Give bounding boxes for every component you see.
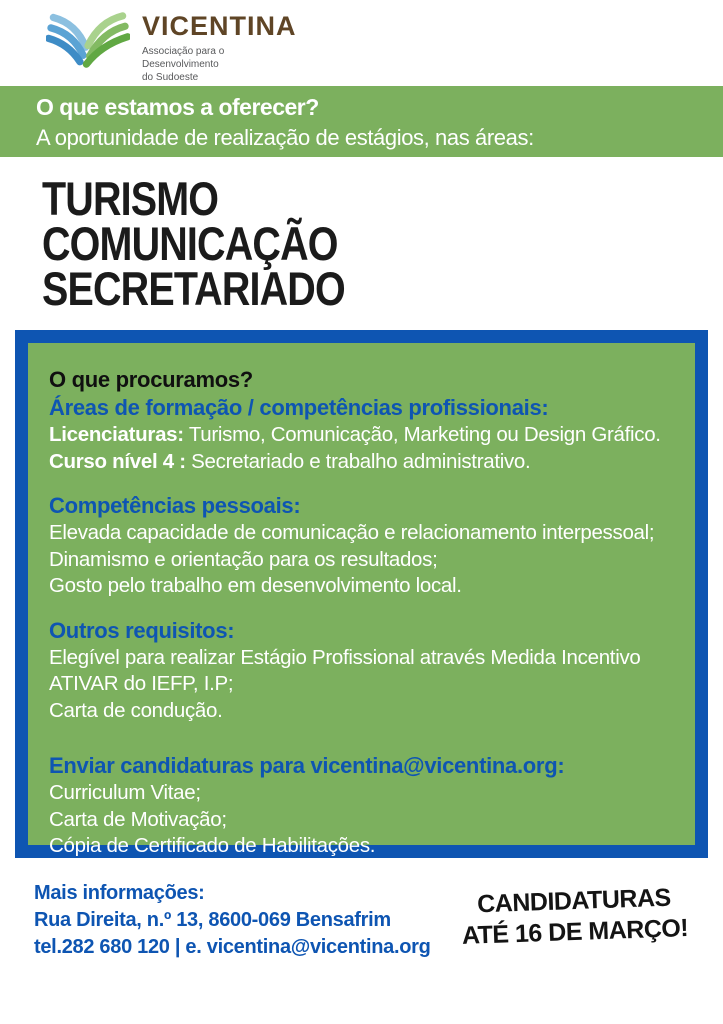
contact-phone-email: tel.282 680 120 | e. vicentina@vicentina.org bbox=[34, 936, 431, 958]
section-title-outros: Outros requisitos: bbox=[49, 617, 235, 643]
logo-tagline-line: do Sudoeste bbox=[142, 72, 199, 83]
headline bbox=[42, 172, 345, 315]
section-title-formacao: Áreas de formação / competências profissionais: bbox=[49, 395, 549, 420]
item-label: Curso nível 4 : bbox=[49, 449, 186, 473]
list-item: Cópia de Certificado de Habilitações. bbox=[49, 834, 376, 857]
section-title-enviar: Enviar candidaturas para vicentina@vicentina.org: bbox=[49, 753, 565, 778]
banner-subtitle: A oportunidade de realização de estágios, nas áreas: bbox=[36, 125, 534, 150]
logo-tagline-line: Desenvolvimento bbox=[142, 59, 219, 70]
section-competencias bbox=[49, 492, 677, 600]
deadline-line2: ATÉ 16 DE MARÇO! bbox=[461, 914, 689, 950]
section-title-competencias: Competências pessoais: bbox=[49, 493, 301, 518]
logo-name: VICENTINA bbox=[142, 11, 297, 41]
item-text: Turismo, Comunicação, Marketing ou Design Gráfico. bbox=[183, 423, 661, 446]
item-label: Licenciaturas: bbox=[49, 423, 184, 446]
section-formacao bbox=[49, 394, 677, 475]
logo-tagline bbox=[142, 45, 297, 84]
list-item: Curriculum Vitae; bbox=[49, 781, 201, 804]
section-outros-requisitos bbox=[49, 617, 677, 725]
banner-title: O que estamos a oferecer? bbox=[36, 94, 319, 120]
list-item bbox=[49, 449, 677, 476]
list-item: Elevada capacidade de comunicação e relacionamento interpessoal; bbox=[49, 521, 655, 544]
logo-tagline-line: Associação para o bbox=[142, 46, 225, 57]
contact-address: Rua Direita, n.º 13, 8600-069 Bensafrim bbox=[34, 909, 391, 931]
list-item bbox=[49, 422, 677, 449]
list-item: Carta de condução. bbox=[49, 698, 223, 722]
offer-banner bbox=[0, 86, 723, 157]
deadline-notice bbox=[451, 882, 698, 953]
contact-info bbox=[34, 880, 431, 961]
logo-text-block bbox=[142, 11, 297, 84]
list-item: Gosto pelo trabalho em desenvolvimento local. bbox=[49, 574, 462, 597]
section-candidaturas bbox=[49, 752, 677, 860]
headline-line-secretariado: SECRETARIADO bbox=[42, 262, 345, 315]
list-item: Dinamismo e orientação para os resultados; bbox=[49, 547, 438, 571]
item-text: Secretariado e trabalho administrativo. bbox=[185, 449, 531, 473]
deadline-line1: CANDIDATURAS bbox=[476, 883, 672, 919]
list-item: Elegível para realizar Estágio Profissional através Medida Incentivo ATIVAR do IEFP, I.P; bbox=[49, 645, 641, 695]
list-item: Carta de Motivação; bbox=[49, 807, 227, 831]
vicentina-logo-icon bbox=[46, 11, 130, 69]
requirements-box bbox=[15, 330, 708, 858]
headline-line-turismo: TURISMO bbox=[42, 172, 219, 225]
logo bbox=[46, 11, 297, 84]
box-heading: O que procuramos? bbox=[49, 367, 253, 392]
headline-line-comunicacao: COMUNICAÇÃO bbox=[42, 217, 338, 270]
contact-info-title: Mais informações: bbox=[34, 882, 205, 904]
